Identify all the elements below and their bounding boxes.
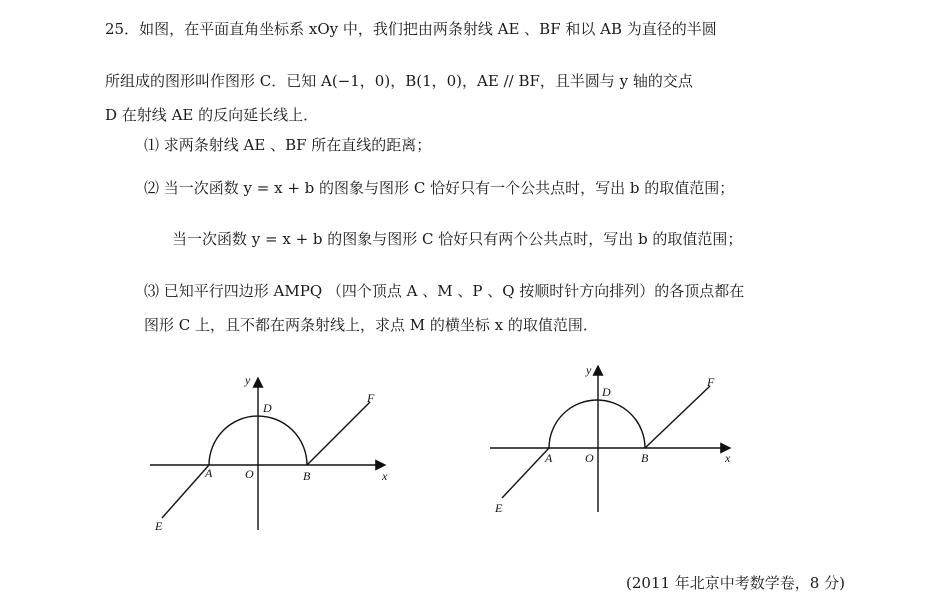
problem-line-1 bbox=[105, 18, 717, 39]
question-3b: 图形 C 上，且不都在两条射线上，求点 M 的横坐标 x 的取值范围． bbox=[144, 316, 598, 334]
ray-bf bbox=[645, 386, 710, 448]
label-f: F bbox=[707, 375, 715, 389]
ray-bf bbox=[307, 402, 370, 465]
figure-right bbox=[485, 360, 740, 520]
question-2b: 当一次函数 y = x + b 的图象与图形 C 恰好只有两个公共点时，写出 b 的取值范围； bbox=[172, 230, 743, 248]
problem-number: 25． bbox=[105, 20, 140, 38]
label-a: A bbox=[205, 466, 213, 480]
problem-text-1: 如图，在平面直角坐标系 xOy 中，我们把由两条射线 AE 、BF 和以 AB 为直径的半圆 bbox=[139, 20, 717, 38]
label-d: D bbox=[602, 385, 611, 399]
label-x: x bbox=[382, 469, 388, 483]
semicircle bbox=[549, 400, 645, 448]
problem-line-3: D 在射线 AE 的反向延长线上． bbox=[105, 106, 319, 124]
figure-left bbox=[145, 370, 395, 535]
source-citation: (2011 年北京中考数学卷，8 分) bbox=[626, 574, 845, 592]
label-x: x bbox=[725, 451, 731, 465]
question-3a: ⑶ 已知平行四边形 AMPQ （四个顶点 A 、M 、P 、Q 按顺时针方向排列）的各顶点都在 bbox=[144, 282, 745, 300]
label-y: y bbox=[586, 363, 592, 377]
question-2a: ⑵ 当一次函数 y = x + b 的图象与图形 C 恰好只有一个公共点时，写出 b 的取值范围； bbox=[144, 179, 735, 197]
ray-ae bbox=[502, 448, 549, 498]
label-o: O bbox=[245, 467, 254, 481]
label-d: D bbox=[263, 401, 272, 415]
label-y: y bbox=[245, 373, 251, 387]
label-e: E bbox=[155, 519, 163, 533]
problem-line-2: 所组成的图形叫作图形 C．已知 A(−1，0)，B(1，0)，AE // BF，且半圆与 y 轴的交点 bbox=[105, 72, 693, 90]
label-a: A bbox=[545, 451, 553, 465]
label-e: E bbox=[495, 501, 503, 515]
label-o: O bbox=[585, 451, 594, 465]
label-b: B bbox=[641, 451, 649, 465]
label-f: F bbox=[367, 391, 375, 405]
question-1: ⑴ 求两条射线 AE 、BF 所在直线的距离； bbox=[144, 136, 432, 154]
ray-ae bbox=[162, 465, 209, 518]
label-b: B bbox=[303, 469, 311, 483]
